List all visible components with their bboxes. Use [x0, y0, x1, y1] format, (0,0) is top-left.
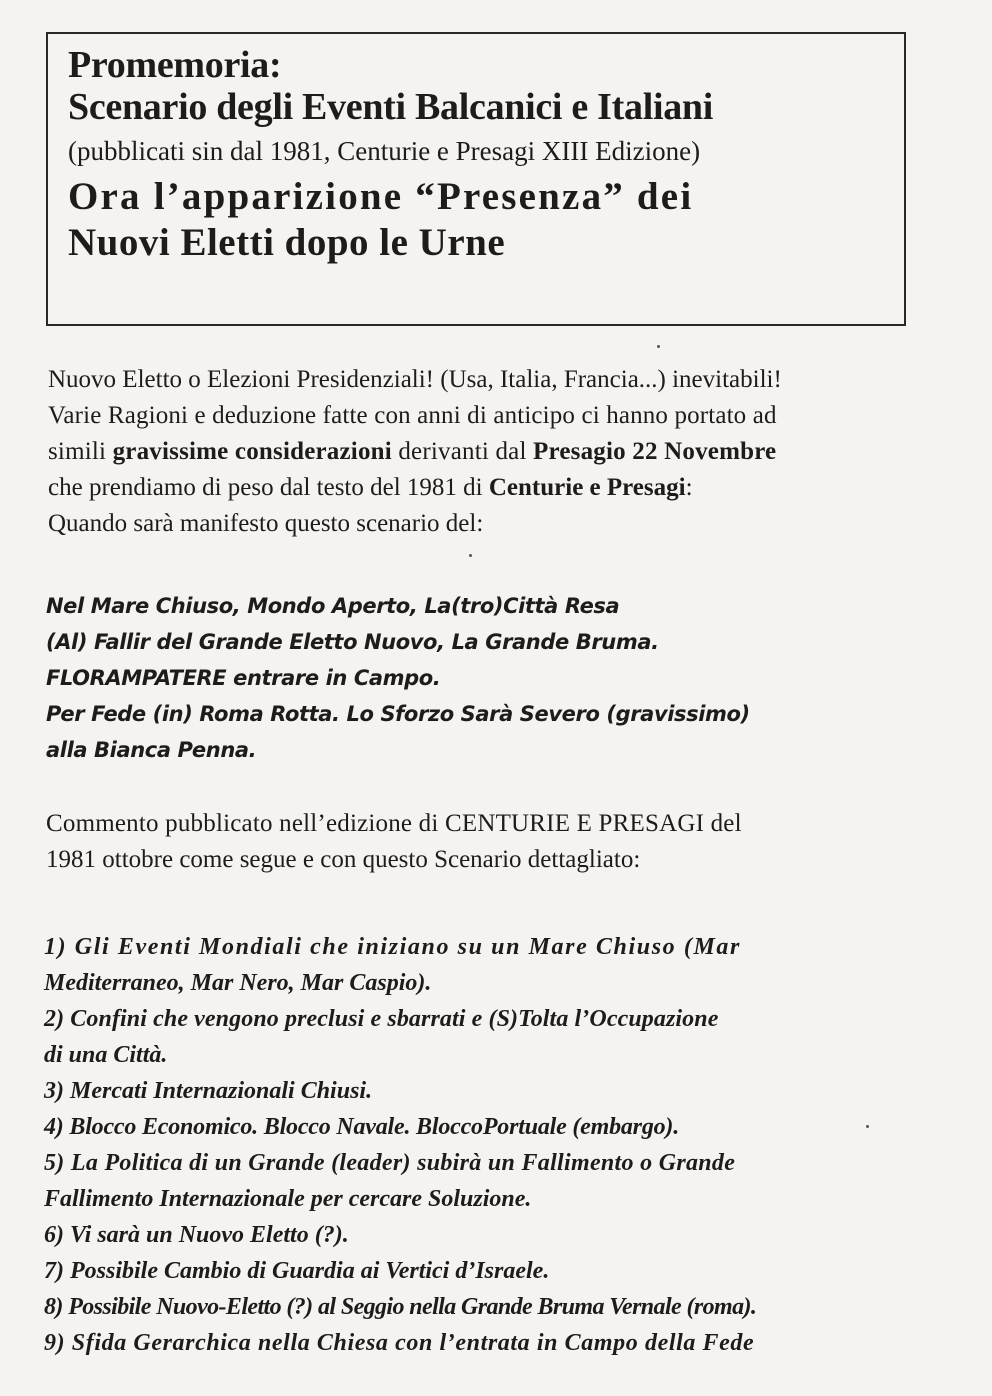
- intro-emphasis: gravissime considerazioni: [112, 438, 392, 465]
- comment-line: Commento pubblicato nell’edizione di CENTURIE E PRESAGI del: [46, 810, 742, 837]
- scenario-line: Mediterraneo, Mar Nero, Mar Caspio).: [44, 970, 432, 996]
- scenario-line: 5) La Politica di un Grande (leader) subirà un Fallimento o Grande: [44, 1150, 736, 1176]
- subtitle: (pubblicati sin dal 1981, Centurie e Presagi XIII Edizione): [68, 136, 701, 166]
- prophecy-verse: [46, 588, 926, 768]
- intro-text: derivanti dal: [391, 438, 534, 465]
- intro-text: :: [685, 474, 693, 501]
- intro-line: [48, 434, 908, 470]
- scenario-line: 7) Possibile Cambio di Guardia ai Vertici d’Israele.: [44, 1258, 550, 1284]
- scenario-list: [44, 929, 924, 1361]
- print-speck: [866, 1125, 869, 1128]
- comment-line: 1981 ottobre come segue e con questo Scenario dettagliato:: [46, 846, 641, 873]
- intro-line: Nuovo Eletto o Elezioni Presidenziali! (Usa, Italia, Francia...) inevitabili!: [48, 366, 782, 393]
- scenario-line: Fallimento Internazionale per cercare Soluzione.: [44, 1186, 532, 1212]
- print-speck: [657, 345, 660, 348]
- scenario-line: di una Città.: [44, 1042, 168, 1068]
- intro-paragraph: [48, 362, 908, 542]
- scenario-line: 1) Gli Eventi Mondiali che iniziano su un Mare Chiuso (Mar: [44, 934, 741, 960]
- scenario-line: 9) Sfida Gerarchica nella Chiesa con l’entrata in Campo della Fede: [44, 1330, 755, 1356]
- scenario-line: 3) Mercati Internazionali Chiusi.: [44, 1078, 373, 1104]
- title-line-1: Promemoria:: [68, 44, 282, 86]
- intro-emphasis: Centurie e Presagi: [488, 474, 686, 501]
- verse-line: (Al) Fallir del Grande Eletto Nuovo, La Grande Bruma.: [46, 630, 659, 654]
- verse-line: alla Bianca Penna.: [46, 738, 257, 762]
- intro-emphasis: Presagio 22 Novembre: [533, 438, 777, 465]
- comment-paragraph: [46, 806, 906, 878]
- verse-line: Nel Mare Chiuso, Mondo Aperto, La(tro)Città Resa: [46, 594, 620, 618]
- intro-text: che prendiamo di peso dal testo del 1981 di: [48, 474, 489, 501]
- verse-line: Per Fede (in) Roma Rotta. Lo Sforzo Sarà Severo (gravissimo): [46, 702, 750, 726]
- intro-text: simili: [48, 438, 113, 465]
- print-speck: [469, 554, 472, 557]
- scenario-line: 8) Possibile Nuovo-Eletto (?) al Seggio nella Grande Bruma Vernale (roma).: [44, 1294, 757, 1320]
- intro-line: [48, 470, 908, 506]
- scenario-line: 6) Vi sarà un Nuovo Eletto (?).: [44, 1222, 349, 1248]
- headline-line-1: Ora l’apparizione “Presenza” dei: [68, 175, 694, 218]
- scenario-line: 4) Blocco Economico. Blocco Navale. BloccoPortuale (embargo).: [44, 1114, 680, 1140]
- intro-line: Varie Ragioni e deduzione fatte con anni di anticipo ci hanno portato ad: [48, 402, 777, 429]
- verse-line: FLORAMPATERE entrare in Campo.: [46, 666, 441, 690]
- title-box: [46, 32, 906, 326]
- headline-line-2: Nuovi Eletti dopo le Urne: [68, 221, 506, 264]
- title-line-2: Scenario degli Eventi Balcanici e Italiani: [68, 86, 713, 128]
- scenario-line: 2) Confini che vengono preclusi e sbarrati e (S)Tolta l’Occupazione: [44, 1006, 719, 1032]
- intro-line: Quando sarà manifesto questo scenario del:: [48, 510, 484, 537]
